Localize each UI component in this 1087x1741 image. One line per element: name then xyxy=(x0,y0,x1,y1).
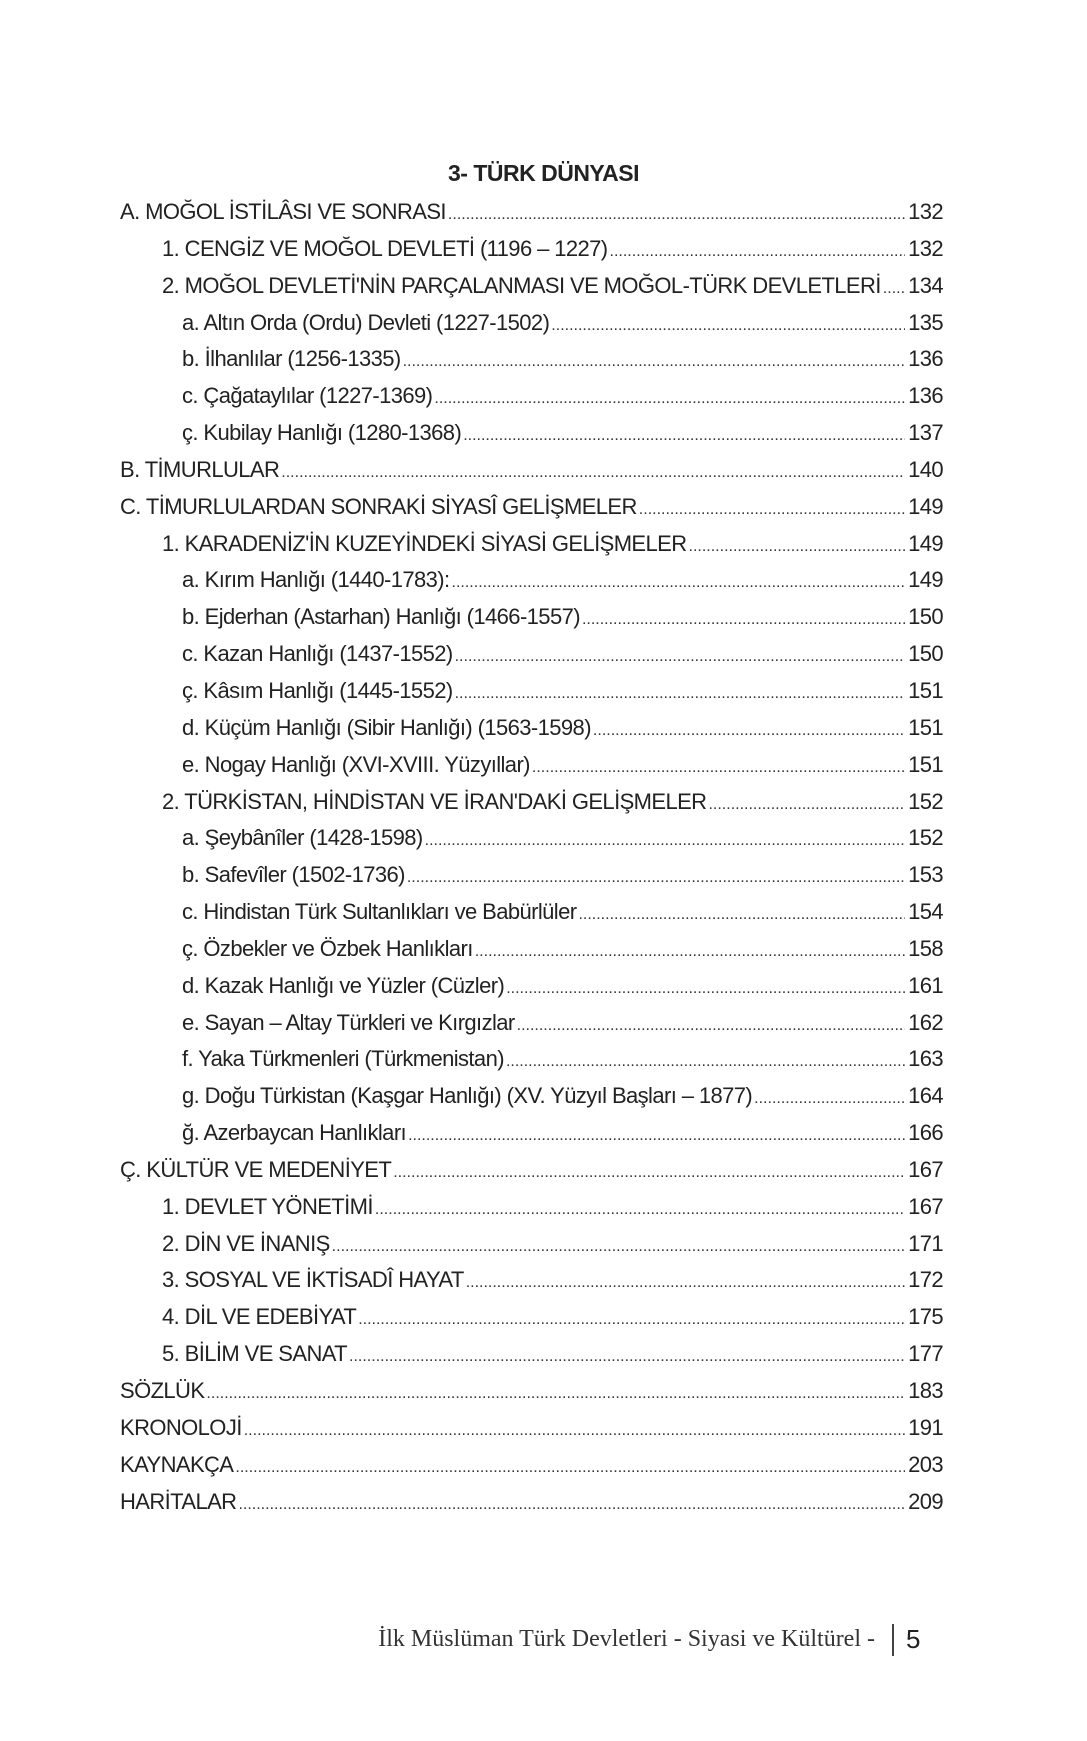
toc-leader-dots xyxy=(206,1385,905,1403)
toc-entry-label: SÖZLÜK xyxy=(120,1378,205,1403)
toc-entry-label: Ç. KÜLTÜR VE MEDENİYET xyxy=(120,1156,392,1182)
toc-entry xyxy=(120,1378,943,1415)
toc-leader-dots xyxy=(466,1274,905,1292)
toc-entry xyxy=(120,825,943,862)
toc-leader-dots xyxy=(244,1422,905,1440)
toc-entry-label: A. MOĞOL İSTİLÂSI VE SONRASI xyxy=(120,199,446,224)
toc-entry xyxy=(120,1010,943,1047)
toc-entry-page: 137 xyxy=(908,420,943,446)
toc-leader-dots xyxy=(517,1017,905,1035)
toc-entry-page: 149 xyxy=(908,493,943,519)
toc-entry xyxy=(120,1267,943,1304)
toc-entry-page: 152 xyxy=(908,825,943,851)
toc-entry xyxy=(120,457,943,494)
toc-entry-page: 171 xyxy=(908,1230,943,1256)
toc-entry xyxy=(120,346,943,383)
toc-entry-label: c. Hindistan Türk Sultanlıkları ve Babürlüler xyxy=(182,899,577,925)
toc-leader-dots xyxy=(455,685,905,703)
footer-book-title: İlk Müslüman Türk Devletleri - Siyasi ve Kültürel - xyxy=(378,1626,875,1652)
toc-entry xyxy=(120,678,943,715)
toc-entry-page: 151 xyxy=(908,714,943,740)
toc-leader-dots xyxy=(403,353,905,371)
toc-entry xyxy=(120,1157,943,1194)
page-title: 3- TÜRK DÜNYASI xyxy=(447,160,639,186)
toc-entry-page: 167 xyxy=(908,1156,943,1182)
toc-leader-dots xyxy=(455,648,905,666)
toc-entry xyxy=(120,1194,943,1231)
toc-entry-page: 166 xyxy=(908,1120,943,1146)
toc-leader-dots xyxy=(754,1090,905,1108)
toc-leader-dots xyxy=(407,869,905,887)
toc-entry-label: KRONOLOJİ xyxy=(120,1414,242,1440)
toc-entry-label: 1. CENGİZ VE MOĞOL DEVLETİ (1196 – 1227) xyxy=(162,235,608,261)
toc-entry-label: d. Küçüm Hanlığı (Sibir Hanlığı) (1563-1598) xyxy=(182,714,591,740)
table-of-contents xyxy=(120,199,943,1525)
toc-leader-dots xyxy=(375,1201,905,1219)
toc-entry-page: 149 xyxy=(908,530,943,556)
toc-entry-label: e. Sayan – Altay Türkleri ve Kırgızlar xyxy=(182,1009,515,1035)
page-footer xyxy=(0,1620,1087,1660)
toc-entry-page: 132 xyxy=(908,235,943,261)
toc-leader-dots xyxy=(506,980,905,998)
toc-entry-label: d. Kazak Hanlığı ve Yüzler (Cüzler) xyxy=(182,972,505,998)
toc-entry xyxy=(120,936,943,973)
toc-leader-dots xyxy=(689,538,906,556)
toc-leader-dots xyxy=(582,611,905,629)
toc-entry-page: 191 xyxy=(908,1414,943,1440)
toc-leader-dots xyxy=(393,1164,905,1182)
toc-entry xyxy=(120,567,943,604)
toc-entry xyxy=(120,1046,943,1083)
toc-leader-dots xyxy=(235,1459,905,1477)
toc-entry-label: 3. SOSYAL VE İKTİSADÎ HAYAT xyxy=(162,1267,464,1293)
toc-entry xyxy=(120,420,943,457)
toc-entry-page: 177 xyxy=(908,1341,943,1367)
toc-entry xyxy=(120,1231,943,1268)
toc-entry-label: a. Kırım Hanlığı (1440-1783): xyxy=(182,567,450,593)
toc-leader-dots xyxy=(506,1053,905,1071)
toc-entry xyxy=(120,1489,943,1526)
toc-entry xyxy=(120,310,943,347)
toc-entry xyxy=(120,641,943,678)
toc-entry-label: 2. MOĞOL DEVLETİ'NİN PARÇALANMASI VE MOĞOL-TÜRK DEVLETLERİ xyxy=(162,272,881,298)
toc-entry-page: 149 xyxy=(908,567,943,593)
toc-entry-label: ç. Özbekler ve Özbek Hanlıkları xyxy=(182,935,473,961)
toc-leader-dots xyxy=(238,1496,905,1514)
toc-entry-label: a. Şeybânîler (1428-1598) xyxy=(182,825,423,851)
toc-leader-dots xyxy=(358,1311,905,1329)
toc-entry-label: f. Yaka Türkmenleri (Türkmenistan) xyxy=(182,1046,504,1072)
toc-entry-label: ç. Kâsım Hanlığı (1445-1552) xyxy=(182,677,453,703)
toc-leader-dots xyxy=(281,464,905,482)
toc-leader-dots xyxy=(578,906,905,924)
toc-leader-dots xyxy=(425,832,905,850)
toc-leader-dots xyxy=(593,722,905,740)
toc-entry-page: 158 xyxy=(908,935,943,961)
toc-entry-page: 151 xyxy=(908,751,943,777)
toc-entry xyxy=(120,494,943,531)
toc-entry-label: b. Ejderhan (Astarhan) Hanlığı (1466-1557) xyxy=(182,604,580,630)
toc-entry xyxy=(120,1341,943,1378)
toc-entry-page: 150 xyxy=(908,604,943,630)
toc-entry xyxy=(120,1120,943,1157)
toc-entry-label: B. TİMURLULAR xyxy=(120,456,280,482)
toc-leader-dots xyxy=(551,317,905,335)
toc-entry-page: 136 xyxy=(908,383,943,409)
toc-leader-dots xyxy=(532,759,905,777)
toc-leader-dots xyxy=(332,1238,905,1256)
toc-leader-dots xyxy=(610,243,905,261)
toc-entry-label: 1. DEVLET YÖNETİMİ xyxy=(162,1193,373,1219)
toc-entry-page: 153 xyxy=(908,862,943,888)
toc-entry-label: ç. Kubilay Hanlığı (1280-1368) xyxy=(182,420,462,446)
toc-entry-label: 5. BİLİM VE SANAT xyxy=(162,1341,348,1367)
toc-entry-page: 154 xyxy=(908,899,943,925)
toc-entry-page: 163 xyxy=(908,1046,943,1072)
toc-entry-page: 203 xyxy=(908,1451,943,1477)
toc-leader-dots xyxy=(349,1348,905,1366)
toc-entry-label: c. Çağataylılar (1227-1369) xyxy=(182,383,433,409)
toc-entry-label: HARİTALAR xyxy=(120,1488,237,1514)
toc-entry xyxy=(120,604,943,641)
toc-entry-label: 2. TÜRKİSTAN, HİNDİSTAN VE İRAN'DAKİ GELİŞMELER xyxy=(162,788,707,814)
toc-entry xyxy=(120,1083,943,1120)
toc-entry-page: 161 xyxy=(908,972,943,998)
toc-entry-page: 167 xyxy=(908,1193,943,1219)
toc-entry-label: a. Altın Orda (Ordu) Devleti (1227-1502) xyxy=(182,309,550,335)
toc-entry-page: 175 xyxy=(908,1304,943,1330)
footer-page-number: 5 xyxy=(906,1624,921,1654)
toc-entry-label: b. Safevîler (1502-1736) xyxy=(182,862,405,888)
toc-entry-page: 135 xyxy=(908,309,943,335)
footer-divider xyxy=(892,1624,894,1656)
toc-entry-label: 2. DİN VE İNANIŞ xyxy=(162,1230,330,1256)
toc-entry-page: 134 xyxy=(908,272,943,298)
toc-entry-page: 132 xyxy=(908,199,943,224)
toc-leader-dots xyxy=(408,1127,905,1145)
toc-entry-page: 183 xyxy=(908,1378,943,1403)
toc-entry-label: C. TİMURLULARDAN SONRAKİ SİYASÎ GELİŞMELER xyxy=(120,493,637,519)
toc-leader-dots xyxy=(475,943,905,961)
toc-entry-label: b. İlhanlılar (1256-1335) xyxy=(182,346,401,372)
toc-entry xyxy=(120,273,943,310)
toc-entry xyxy=(120,1304,943,1341)
toc-leader-dots xyxy=(448,206,905,224)
toc-leader-dots xyxy=(639,501,905,519)
toc-leader-dots xyxy=(463,427,905,445)
toc-entry-page: 162 xyxy=(908,1009,943,1035)
toc-leader-dots xyxy=(434,390,905,408)
toc-entry-label: e. Nogay Hanlığı (XVI-XVIII. Yüzyıllar) xyxy=(182,751,530,777)
toc-entry xyxy=(120,1415,943,1452)
toc-entry-label: ğ. Azerbaycan Hanlıkları xyxy=(182,1120,407,1146)
toc-entry xyxy=(120,199,943,236)
toc-entry-label: 1. KARADENİZ'İN KUZEYİNDEKİ SİYASİ GELİŞMELER xyxy=(162,530,687,556)
toc-entry-page: 151 xyxy=(908,677,943,703)
toc-leader-dots xyxy=(708,796,905,814)
toc-entry xyxy=(120,899,943,936)
toc-entry-label: KAYNAKÇA xyxy=(120,1451,234,1477)
toc-entry-page: 172 xyxy=(908,1267,943,1293)
toc-entry xyxy=(120,236,943,273)
toc-entry-page: 136 xyxy=(908,346,943,372)
toc-entry-page: 152 xyxy=(908,788,943,814)
toc-entry xyxy=(120,789,943,826)
toc-entry-page: 164 xyxy=(908,1083,943,1109)
toc-entry xyxy=(120,715,943,752)
toc-entry xyxy=(120,531,943,568)
toc-entry xyxy=(120,862,943,899)
toc-entry-page: 150 xyxy=(908,641,943,667)
toc-entry-page: 140 xyxy=(908,456,943,482)
toc-entry xyxy=(120,1452,943,1489)
toc-leader-dots xyxy=(452,574,905,592)
toc-entry-label: c. Kazan Hanlığı (1437-1552) xyxy=(182,641,453,667)
toc-entry xyxy=(120,973,943,1010)
toc-entry xyxy=(120,383,943,420)
toc-leader-dots xyxy=(883,280,905,298)
toc-entry-label: 4. DİL VE EDEBİYAT xyxy=(162,1304,357,1330)
toc-entry-label: g. Doğu Türkistan (Kaşgar Hanlığı) (XV. Yüzyıl Başları – 1877) xyxy=(182,1083,753,1109)
toc-entry-page: 209 xyxy=(908,1488,943,1514)
toc-entry xyxy=(120,752,943,789)
